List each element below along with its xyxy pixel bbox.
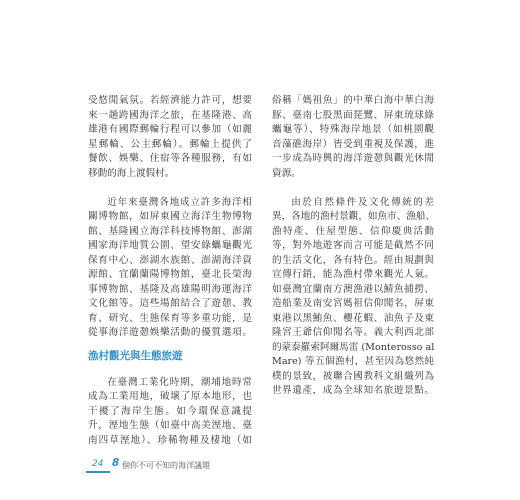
text-line: 受悠閒氣氛。若經濟能力許可，想要 — [88, 95, 252, 106]
text-line: 豚、臺南七股黑面琵鷺、屏東琉球綠 — [272, 109, 434, 121]
text-line: 餐飲、娛樂、住宿等各種服務，有如 — [88, 153, 252, 164]
text-line: 漁特產、住屋型態、信仰慶典活動 — [272, 225, 434, 237]
paragraph-gap — [88, 181, 252, 196]
text-line: 星郵輪、公主郵輪）。郵輪上提供了 — [88, 138, 252, 150]
text-line: 造船業及南安宮媽祖信仰聞名，屏東 — [272, 298, 434, 309]
text-line: 雄港有國際郵輪行程可以參加（如麗 — [88, 124, 252, 135]
text-line: 音藻礁海岸）皆受到重視及保護，進 — [272, 138, 434, 150]
book-title: 個你不可不知的海洋議題 — [122, 461, 210, 470]
text-line: 等，對外地遊客而言可能是截然不同 — [272, 240, 434, 251]
text-line: 文化館等。這些場館結合了遊憩、教 — [88, 298, 252, 309]
text-line: 蠵龜等）、特殊海岸地景（如桃園觀 — [272, 124, 434, 135]
text-line: 源館、宜蘭蘭陽博物館，臺北長榮海 — [88, 269, 252, 280]
text-line: 宣傳行銷，能為漁村帶來觀光人氣。 — [272, 269, 434, 280]
text-line: 移動的海上渡假村。 — [88, 167, 175, 179]
text-line: 異，各地的漁村景觀，如魚市、漁船、 — [272, 211, 436, 222]
text-line: 由於自然條件及文化傳統的差 — [291, 196, 434, 208]
text-line: 國家海洋地質公園、望安綠蠵龜觀光 — [88, 240, 252, 251]
text-line: 升，溼地生態（如臺中高美溼地、臺 — [88, 420, 252, 431]
text-line: 資源。 — [272, 167, 301, 179]
footer-rule — [86, 471, 110, 473]
text-line: 從事海洋遊憩娛樂活動的優質選項。 — [88, 327, 252, 338]
text-line: 的蒙泰羅索阿爾馬雷 (Monterosso al — [272, 341, 435, 353]
text-line: 保育中心、澎湖水族館、澎湖海洋資 — [88, 254, 252, 266]
text-line: 南四草溼地）、珍稀物種及棲地（如 — [88, 434, 252, 446]
text-line: 世界遺產，成為全球知名旅遊景點。 — [272, 385, 434, 396]
book-number: 8 — [112, 457, 120, 469]
text-line: 事博物館、基隆及高雄陽明海運海洋 — [88, 283, 252, 295]
text-line: 一步成為時興的海洋遊憩與觀光休閒 — [272, 153, 434, 164]
text-line: 近年來臺灣各地成立許多海洋相 — [107, 196, 252, 208]
text-line: 如臺灣宜蘭南方澳漁港以鯖魚捕撈、 — [272, 283, 434, 295]
text-line: 干擾了海岸生態。如今環保意識提 — [88, 405, 252, 417]
text-line: 館、基隆國立海洋科技博物館、澎湖 — [88, 225, 252, 237]
text-line: 東港以黑鮪魚、櫻花蝦、油魚子及東 — [272, 312, 434, 324]
text-line: 俗稱「媽祖魚」的中華白海中華白海 — [272, 95, 434, 106]
section-heading: 漁村觀光與生態旅遊 — [88, 349, 183, 362]
page-number: 24 — [92, 459, 104, 469]
text-line: 在臺灣工業化時期，潮埔地時常 — [107, 376, 252, 388]
text-line: 成為工業用地，破壞了原本地形，也 — [88, 391, 252, 402]
right-column — [272, 94, 434, 399]
text-line: 來一趟跨國海洋之旅，在基隆港、高 — [88, 109, 252, 121]
paragraph-gap — [272, 181, 434, 196]
text-line: Mare) 等五個漁村，甚至因為悠然純 — [272, 356, 434, 367]
text-line: 育、研究、生態保育等多重功能，是 — [88, 312, 252, 324]
text-line: 樸的景致，被聯合國教科文組織列為 — [272, 370, 434, 382]
text-line: 的生活文化，各有特色。經由規劃與 — [272, 254, 434, 266]
left-column — [88, 94, 252, 448]
text-line: 隆宮王爺信仰聞名等。義大利西北部 — [272, 327, 434, 338]
text-line: 關博物館，如屏東國立海洋生物博物 — [88, 211, 252, 222]
